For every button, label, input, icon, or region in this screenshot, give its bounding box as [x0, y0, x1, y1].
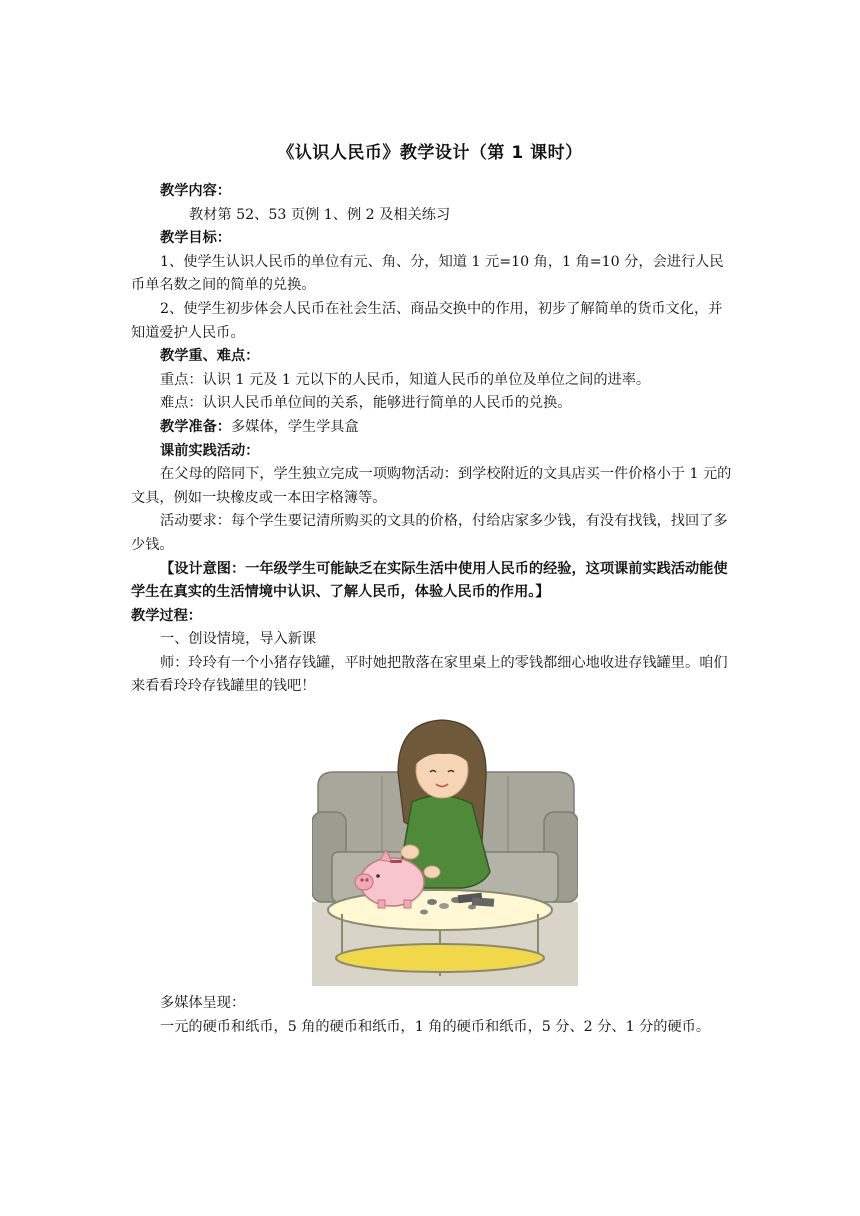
key-point: 重点：认识 1 元及 1 元以下的人民币，知道人民币的单位及单位之间的进率。	[160, 371, 651, 388]
practice-2: 活动要求：每个学生要记清所购买的文具的价格，付给店家多少钱，有没有找钱，找回了多少钱。	[131, 513, 728, 553]
goal-2: 2、使学生初步体会人民币在社会生活、商品交换中的作用，初步了解简单的货币文化，并知道爱护人民币。	[131, 300, 723, 341]
practice-1: 在父母的陪同下，学生独立完成一项购物活动：到学校附近的文具店买一件价格小于 1 元的文具，例如一块橡皮或一本田字格簿等。	[131, 466, 732, 506]
prep-text: 多媒体，学生学具盒	[230, 418, 359, 435]
heading-goals: 教学目标：	[160, 230, 231, 247]
heading-prep: 教学准备：	[160, 418, 231, 435]
step-1: 一、创设情境，导入新课	[160, 631, 317, 648]
media-heading: 多媒体呈现：	[160, 995, 246, 1012]
document-title: 《认识人民币》教学设计（第 1 课时）	[277, 143, 583, 163]
goal-1: 1、使学生认识人民币的单位有元、角、分，知道 1 元=10 角，1 角=10 分，会进行人民币单名数之间的简单的兑换。	[131, 253, 724, 294]
design-intent: 【设计意图：一年级学生可能缺乏在实际生活中使用人民币的经验，这项课前实践活动能使学生在真实的生活情境中认识、了解人民币，体验人民币的作用。】	[131, 560, 728, 601]
heading-content: 教学内容：	[160, 183, 231, 199]
difficult-point: 难点：认识人民币单位间的关系，能够进行简单的人民币的兑换。	[160, 395, 572, 412]
heading-key-points: 教学重、难点：	[160, 348, 260, 365]
teacher-text: 师：玲玲有一个小猪存钱罐，平时她把散落在家里桌上的零钱都细心地收进存钱罐里。咱们来看看玲玲存钱罐里的钱吧！	[131, 654, 728, 695]
content-text: 教材第 52、53 页例 1、例 2 及相关练习	[189, 206, 451, 223]
prep-line	[131, 416, 736, 440]
document-body	[131, 180, 736, 1039]
piggy-bank-illustration	[312, 702, 578, 986]
heading-process: 教学过程：	[131, 607, 202, 624]
heading-practice: 课前实践活动：	[160, 442, 260, 459]
media-text: 一元的硬币和纸币，5 角的硬币和纸币，1 角的硬币和纸币，5 分、2 分、1 分的硬币。	[160, 1018, 711, 1035]
